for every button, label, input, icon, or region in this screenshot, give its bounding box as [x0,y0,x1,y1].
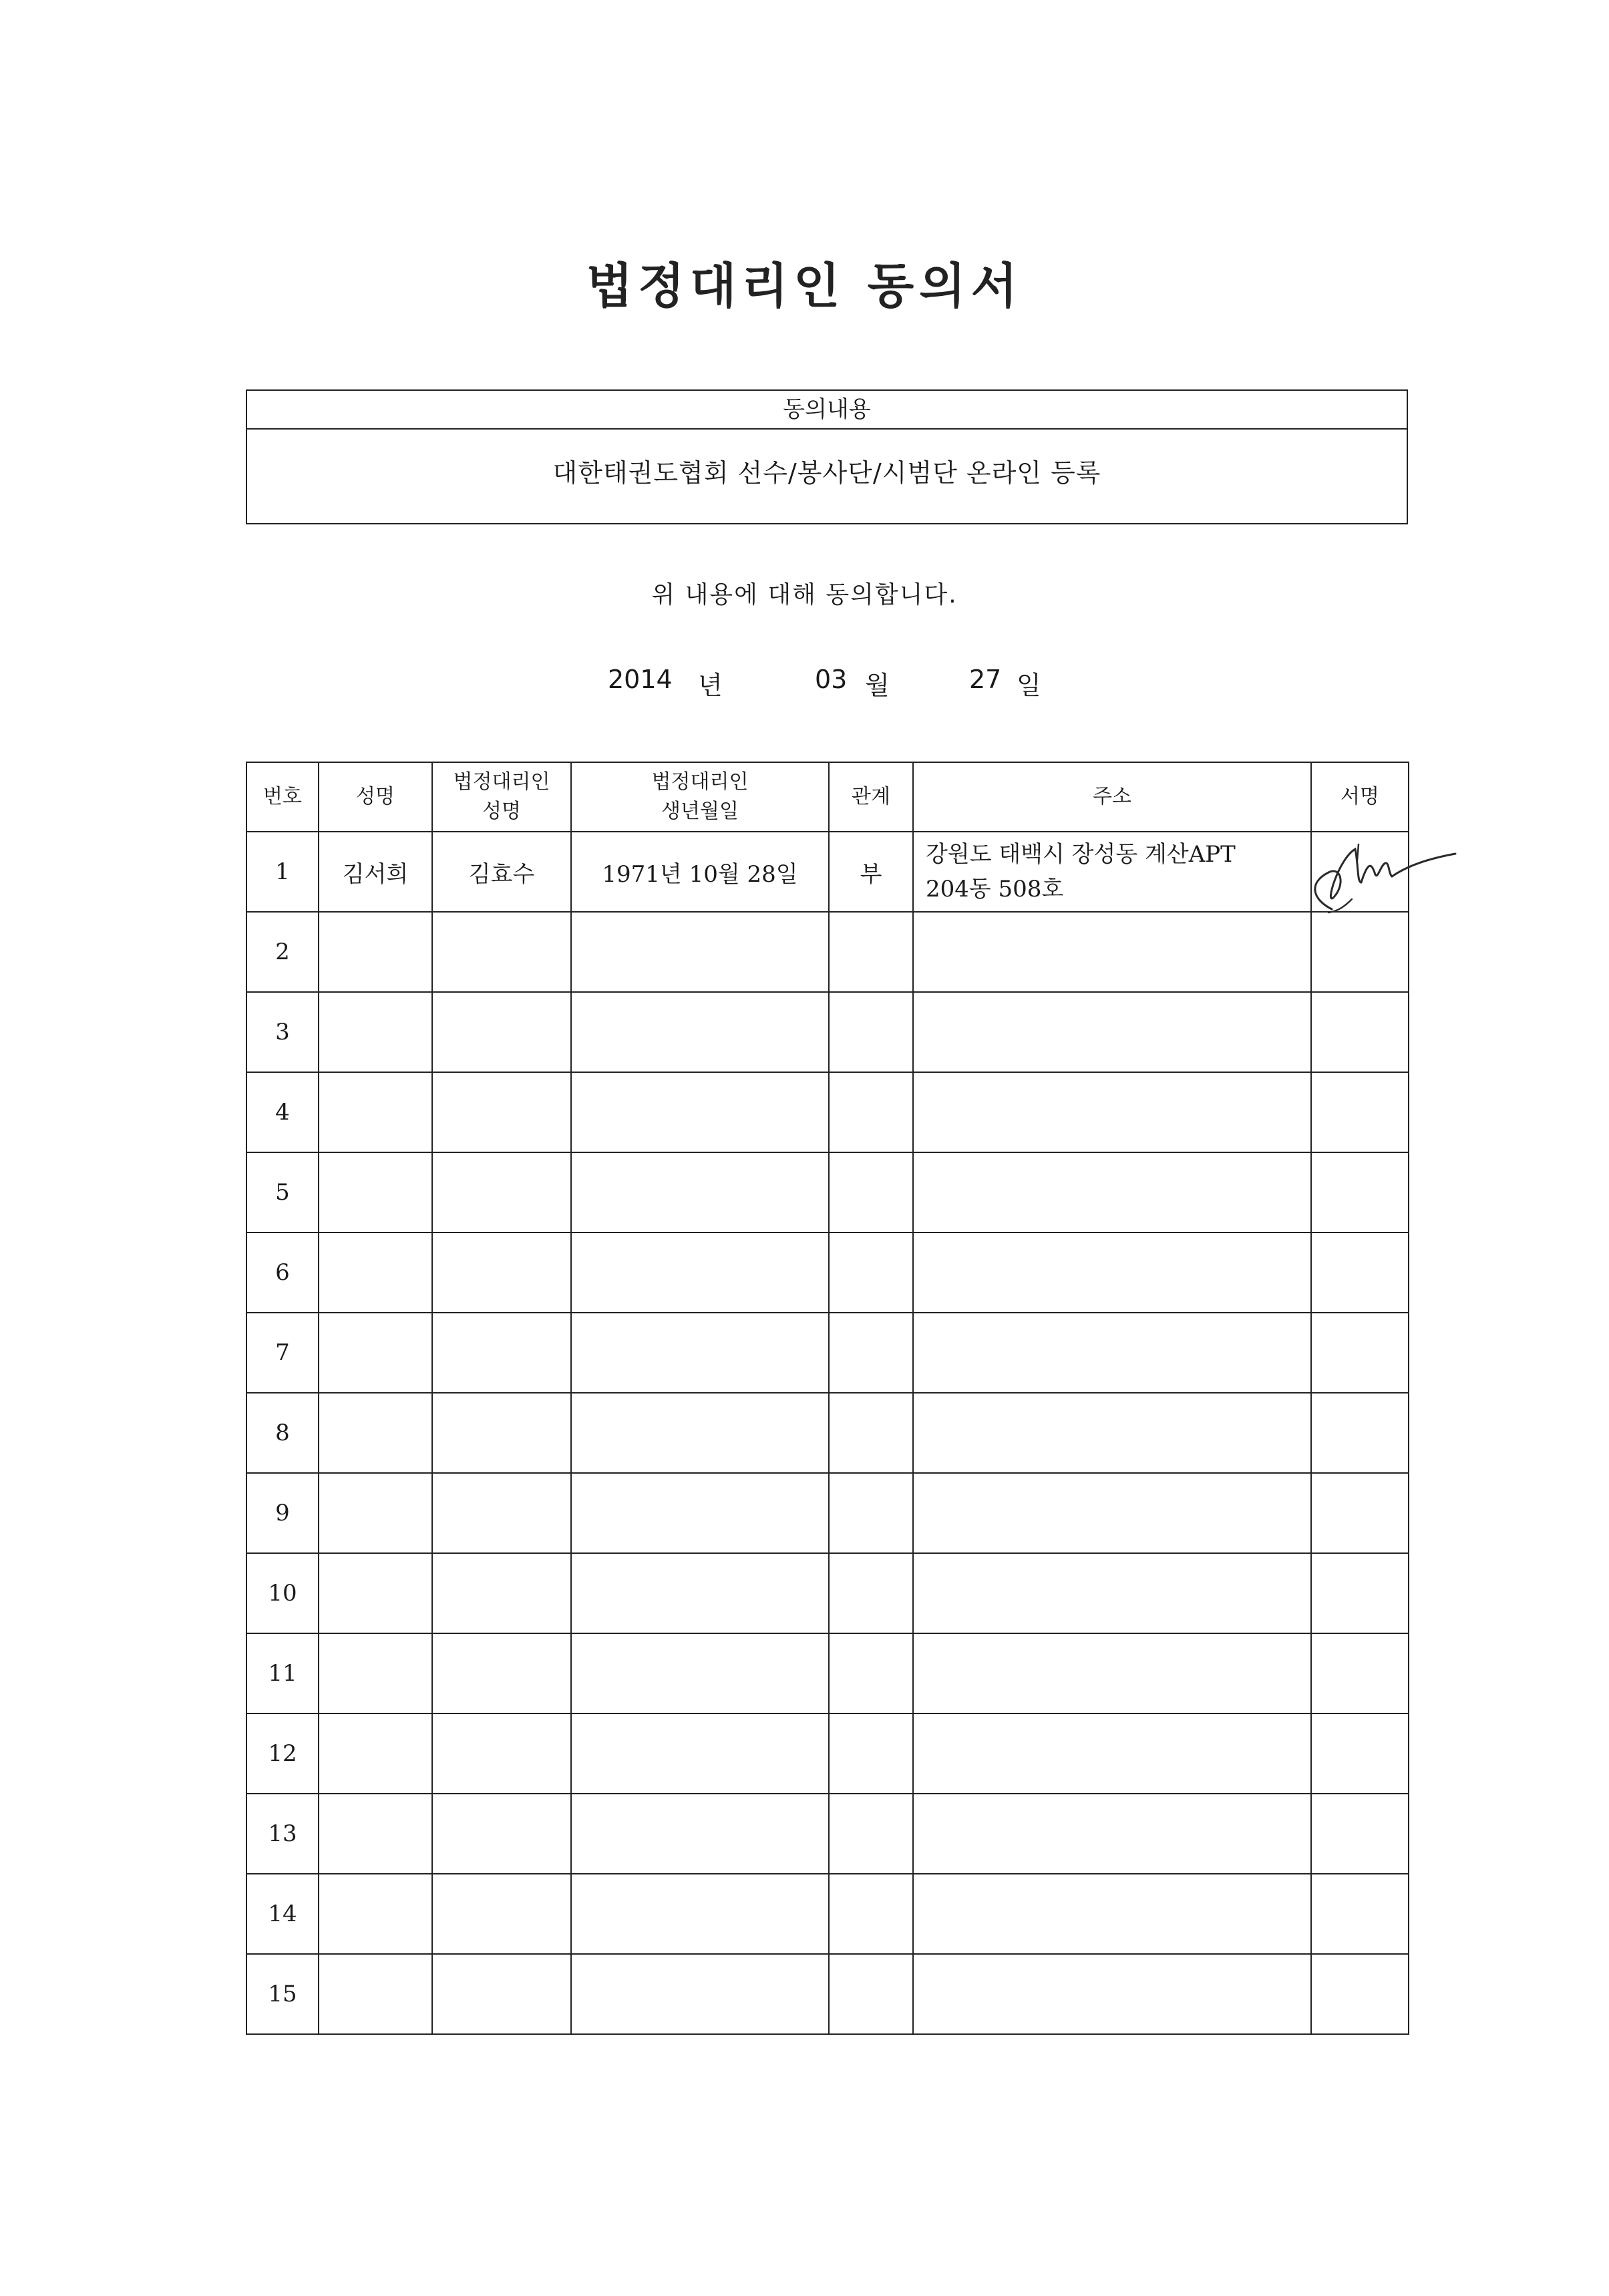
row-name [319,1072,432,1152]
date-year-unit: 년 [698,671,723,700]
row-signature [1311,1633,1409,1713]
row-relation [829,1713,913,1794]
row-no: 15 [246,1954,319,2034]
row-guardian-name: 김효수 [432,832,571,912]
row-no: 3 [246,992,319,1072]
row-relation [829,1393,913,1473]
row-guardian-birth [571,1313,829,1393]
row-guardian-birth [571,1393,829,1473]
row-relation [829,1313,913,1393]
row-signature [1311,1954,1409,2034]
row-guardian-birth [571,1233,829,1313]
row-relation [829,1473,913,1553]
table-row [246,832,1409,912]
row-name [319,1152,432,1233]
date-month: 03 [815,665,848,694]
row-relation [829,1954,913,2034]
row-guardian-birth [571,1152,829,1233]
row-guardian-name [432,1713,571,1794]
row-address [913,992,1311,1072]
row-signature [1311,1553,1409,1633]
row-relation [829,912,913,992]
table-row [246,1313,1409,1393]
row-relation [829,992,913,1072]
row-relation [829,1794,913,1874]
consent-box [246,389,1408,524]
row-address [913,1713,1311,1794]
row-guardian-birth [571,1072,829,1152]
row-guardian-birth [571,992,829,1072]
row-guardian-birth [571,912,829,992]
row-no: 14 [246,1874,319,1954]
row-guardian-name [432,1794,571,1874]
consent-header: 동의내용 [247,391,1407,430]
row-name [319,1633,432,1713]
date-month-unit: 월 [865,671,890,700]
row-address [913,1152,1311,1233]
date-year: 2014 [608,665,673,694]
row-guardian-name [432,1152,571,1233]
col-header-signature: 서명 [1311,762,1409,832]
row-relation [829,1072,913,1152]
table-row [246,992,1409,1072]
row-signature [1311,1713,1409,1794]
row-name: 김서희 [319,832,432,912]
table-row [246,1233,1409,1313]
row-signature [1311,1794,1409,1874]
table-row [246,1072,1409,1152]
col-header-name: 성명 [319,762,432,832]
row-guardian-name [432,912,571,992]
row-name [319,1874,432,1954]
table-row [246,1553,1409,1633]
row-address [913,832,1311,912]
table-row [246,1393,1409,1473]
row-signature [1311,1313,1409,1393]
row-no: 4 [246,1072,319,1152]
row-guardian-birth [571,1473,829,1553]
col-header-no: 번호 [246,762,319,832]
col-header-address: 주소 [913,762,1311,832]
row-name [319,1954,432,2034]
row-guardian-name [432,1874,571,1954]
row-no: 7 [246,1313,319,1393]
handwritten-signature-icon [1292,819,1465,926]
col-header-guardian-birth [571,762,829,832]
row-guardian-birth [571,1874,829,1954]
table-row [246,1794,1409,1874]
row-name [319,1313,432,1393]
row-guardian-name [432,1473,571,1553]
row-no: 8 [246,1393,319,1473]
row-guardian-name [432,1072,571,1152]
col-header-guardian-birth-line1: 법정대리인 [651,770,749,794]
col-header-guardian-name-line1: 법정대리인 [453,770,550,794]
row-relation [829,1553,913,1633]
row-guardian-name [432,1233,571,1313]
row-address-line2: 204동 508호 [926,876,1064,903]
table-row [246,1473,1409,1553]
row-guardian-birth [571,1954,829,2034]
date-day: 27 [969,665,1002,694]
table-row [246,1954,1409,2034]
row-address [913,1633,1311,1713]
row-guardian-name [432,992,571,1072]
col-header-guardian-name [432,762,571,832]
row-no: 5 [246,1152,319,1233]
row-signature [1311,1152,1409,1233]
row-signature [1311,992,1409,1072]
consent-content: 대한태권도협회 선수/봉사단/시범단 온라인 등록 [552,458,1101,488]
row-address [913,1553,1311,1633]
row-relation [829,1633,913,1713]
table-row [246,1713,1409,1794]
row-no: 9 [246,1473,319,1553]
page-title: 법정대리인 동의서 [586,258,1023,314]
row-guardian-birth [571,1794,829,1874]
row-no: 2 [246,912,319,992]
row-address [913,1233,1311,1313]
col-header-relation: 관계 [829,762,913,832]
row-address [913,1794,1311,1874]
guardian-table [246,762,1409,2035]
row-address [913,912,1311,992]
row-guardian-birth [571,1633,829,1713]
row-guardian-birth: 1971년 10월 28일 [571,832,829,912]
row-guardian-birth [571,1553,829,1633]
row-name [319,912,432,992]
row-signature [1311,1233,1409,1313]
row-address [913,1072,1311,1152]
row-address-line1: 강원도 태백시 장성동 계산APT [926,841,1236,868]
row-relation [829,1152,913,1233]
row-guardian-name [432,1313,571,1393]
row-name [319,992,432,1072]
row-signature [1311,1874,1409,1954]
row-guardian-name [432,1393,571,1473]
col-header-guardian-birth-line2: 생년월일 [661,800,739,823]
row-no: 10 [246,1553,319,1633]
row-no: 11 [246,1633,319,1713]
date-day-unit: 일 [1017,671,1041,700]
row-name [319,1233,432,1313]
row-address [913,1954,1311,2034]
row-guardian-name [432,1633,571,1713]
row-no: 13 [246,1794,319,1874]
row-address [913,1473,1311,1553]
row-signature [1311,832,1409,912]
row-name [319,1393,432,1473]
row-guardian-name [432,1954,571,2034]
row-relation: 부 [829,832,913,912]
row-no: 6 [246,1233,319,1313]
agreement-text: 위 내용에 대해 동의합니다. [651,581,958,609]
row-name [319,1473,432,1553]
row-name [319,1794,432,1874]
row-name [319,1713,432,1794]
table-row [246,1874,1409,1954]
table-row [246,912,1409,992]
table-row [246,1152,1409,1233]
col-header-guardian-name-line2: 성명 [482,800,521,823]
row-signature [1311,1473,1409,1553]
table-header-row [246,762,1409,832]
row-guardian-birth [571,1713,829,1794]
row-address [913,1874,1311,1954]
row-address [913,1393,1311,1473]
row-signature [1311,1393,1409,1473]
row-signature [1311,1072,1409,1152]
row-no: 12 [246,1713,319,1794]
row-no: 1 [246,832,319,912]
row-relation [829,1874,913,1954]
row-address [913,1313,1311,1393]
row-guardian-name [432,1553,571,1633]
row-relation [829,1233,913,1313]
row-name [319,1553,432,1633]
table-row [246,1633,1409,1713]
